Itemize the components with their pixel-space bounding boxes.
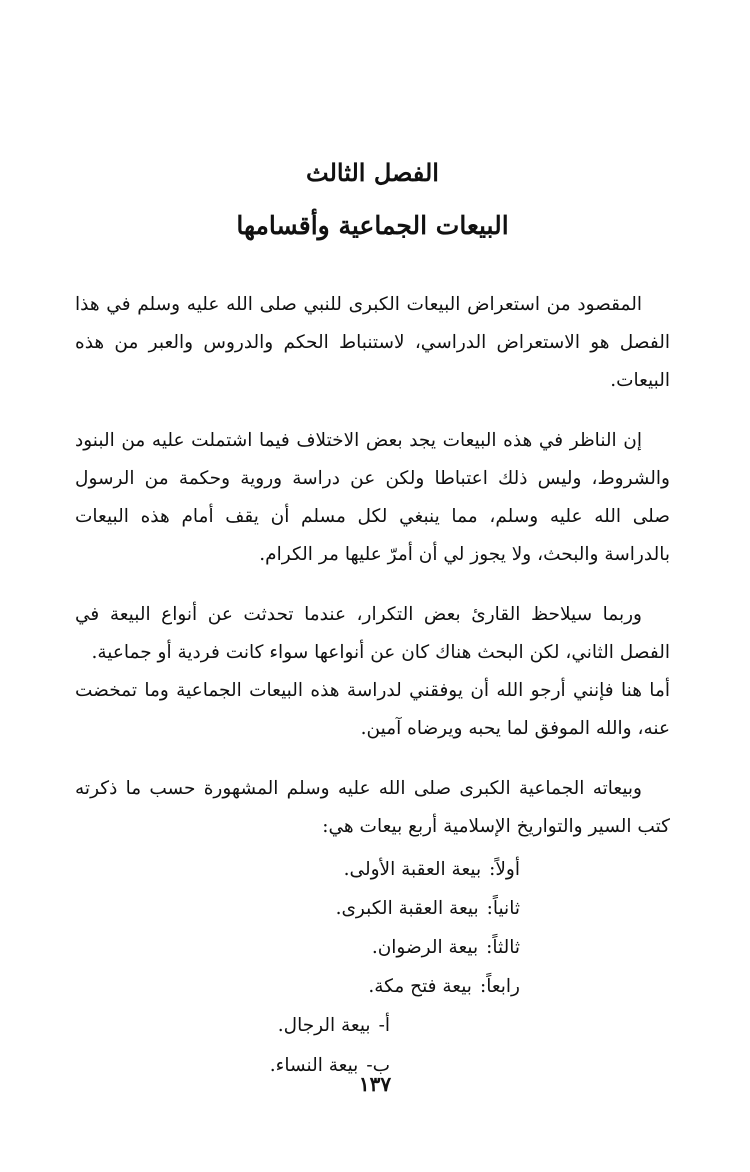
sublist-item-label: ب- [366,1055,390,1076]
list-item-label: ثالثاً: [486,937,520,958]
list-item-label: ثانياً: [486,898,520,919]
paragraph-pledges: وبيعاته الجماعية الكبرى صلى الله عليه وسلم المشهورة حسب ما ذكرته كتب السير والتواريخ الإسلامية أربع بيعات هي: [75,778,670,837]
chapter-title: الفصل الثالث [306,158,439,187]
sublist-item-text: بيعة النساء. [269,1055,359,1076]
paragraph-hope: أما هنا فإنني أرجو الله أن يوفقني لدراسة هذه البيعات الجماعية وما تمخضت عنه، والله الموفق لما يحبه ويرضاه آمين. [75,680,670,739]
sublist-item-label: أ- [378,1015,390,1036]
pledges-list [75,850,670,1006]
list-item-text: بيعة العقبة الأولى. [343,859,482,880]
list-item-text: بيعة فتح مكة. [368,976,472,997]
chapter-subtitle: البيعات الجماعية وأقسامها [236,211,509,240]
paragraph-repetition: وربما سيلاحظ القارئ بعض التكرار، عندما تحدثت عن أنواع البيعة في الفصل الثاني، لكن البحث هناك كان عن أنواعها سواء كانت فردية أو جماعية. [75,604,670,663]
list-item-text: بيعة العقبة الكبرى. [335,898,479,919]
list-item-label: رابعاً: [479,976,520,997]
paragraph-differences: إن الناظر في هذه البيعات يجد بعض الاختلاف فيما اشتملت عليه من البنود والشروط، وليس ذلك اعتباطا ولكن عن دراسة وروية وحكمة من الرسول صلى الله عليه وسلم، مما ينبغي لكل مسلم أن يقف أمام هذه البيعات بالدراسة والبحث، ولا يجوز لي أن أمرّ عليها مر الكرام. [75,430,670,565]
paragraph-intro: المقصود من استعراض البيعات الكبرى للنبي صلى الله عليه وسلم في هذا الفصل هو الاستعراض الدراسي، لاستنباط الحكم والدروس والعبر من هذه البيعات. [75,294,670,391]
sublist-item-text: بيعة الرجال. [277,1015,371,1036]
list-item [75,889,520,928]
sublist-item [75,1006,390,1046]
page-number: ١٣٧ [358,1072,392,1096]
list-item [75,967,520,1006]
list-item-label: أولاً: [489,859,520,880]
list-item [75,928,520,967]
list-item [75,850,520,889]
list-item-text: بيعة الرضوان. [371,937,479,958]
